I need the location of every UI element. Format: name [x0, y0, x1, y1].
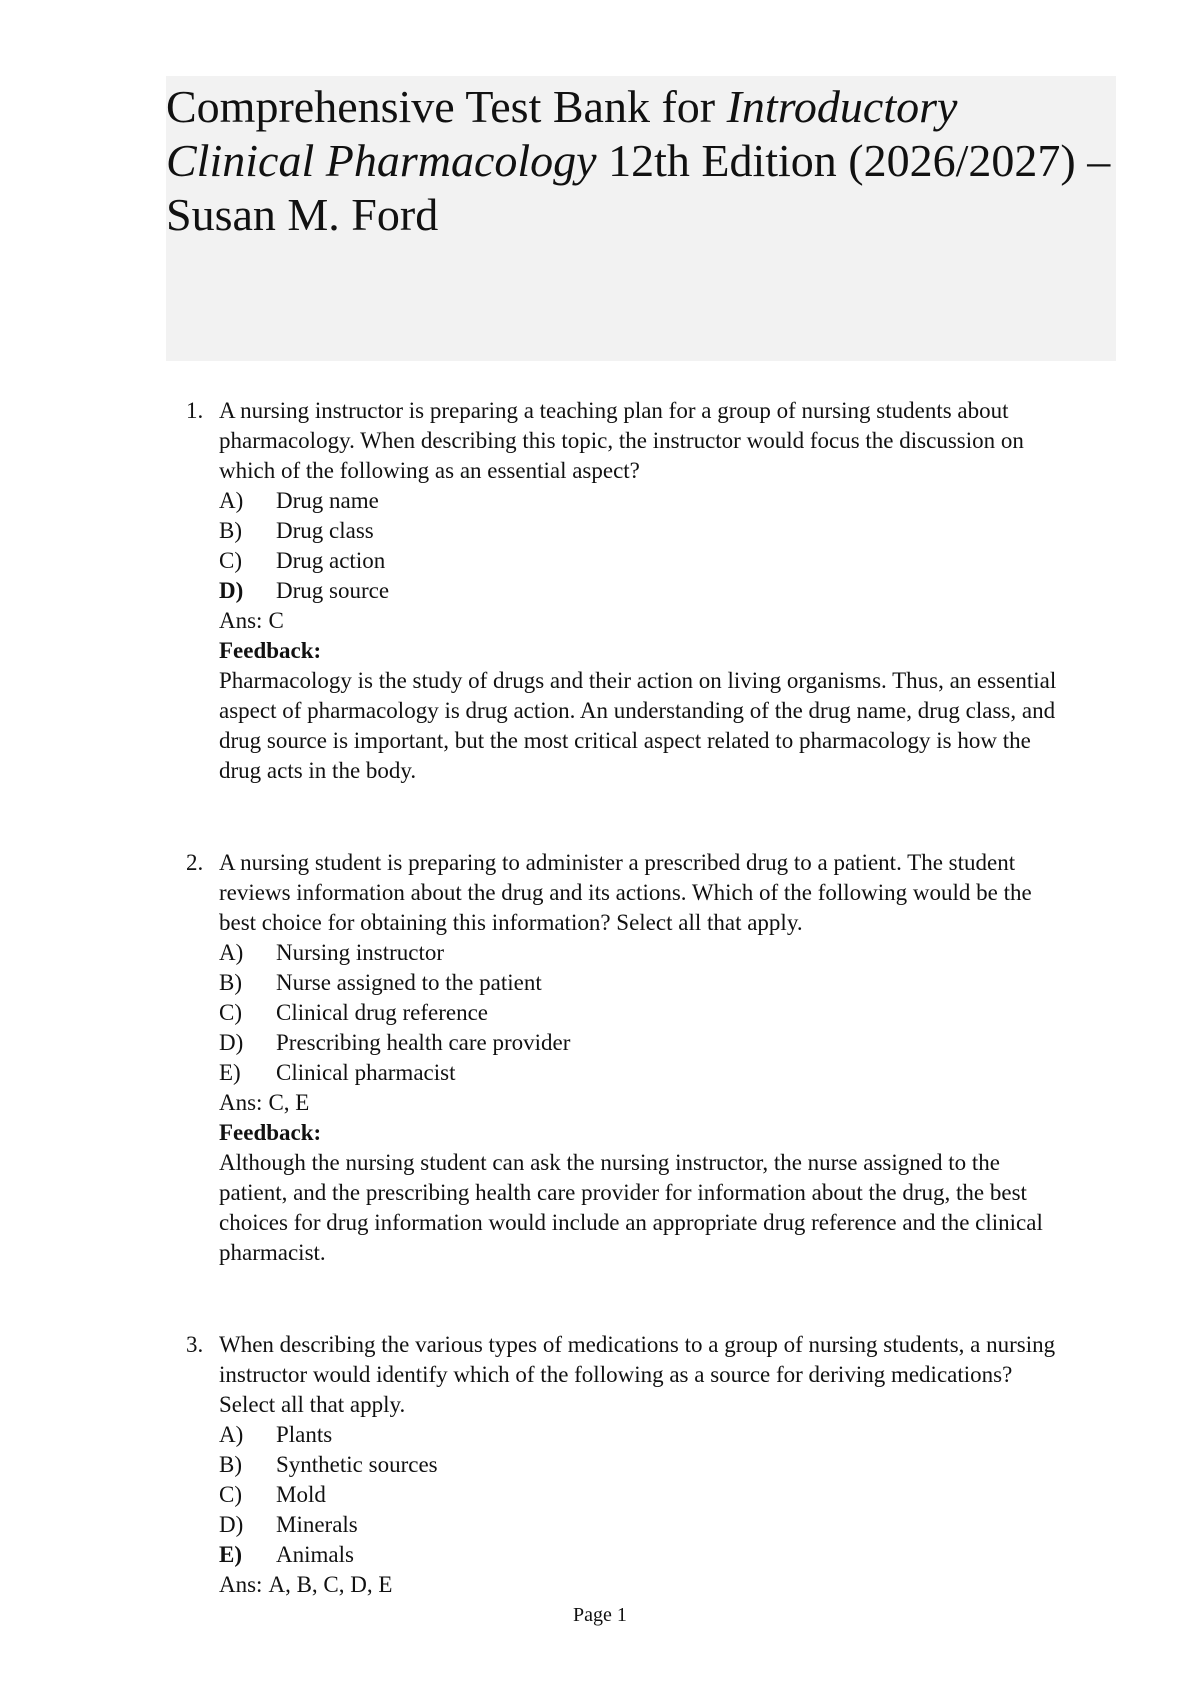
answer-value: A, B, C, D, E [268, 1572, 393, 1597]
option-letter: B) [219, 518, 242, 543]
option-d [219, 1028, 1066, 1058]
option-b [219, 1450, 1066, 1480]
title-book-name: Introductory Clinical Pharmacology [166, 81, 958, 186]
answer-line [219, 606, 1066, 636]
option-letter: D) [219, 1030, 244, 1055]
answer-value: C [268, 608, 284, 633]
option-text: Nurse assigned to the patient [276, 970, 542, 995]
option-text: Plants [276, 1422, 333, 1447]
title-banner [166, 76, 1116, 361]
question-stem: When describing the various types of medications to a group of nursing students, a nursing instructor would identify which of the following as a source for deriving medications? Select all that apply. [219, 1332, 1056, 1417]
option-letter: A) [219, 488, 244, 513]
question-stem: A nursing student is preparing to administer a prescribed drug to a patient. The student reviews information about the drug and its actions. Which of the following would be the best choice for obtaining this information? Select all that apply. [219, 850, 1032, 935]
question-3 [186, 1330, 1066, 1600]
question-number: 1. [186, 398, 204, 423]
option-text: Synthetic sources [276, 1452, 438, 1477]
option-letter: C) [219, 1000, 242, 1025]
answer-options [219, 938, 1066, 1088]
option-letter: A) [219, 940, 244, 965]
question-stem: A nursing instructor is preparing a teaching plan for a group of nursing students about pharmacology. When describing this topic, the instructor would focus the discussion on which of the following as an essential aspect? [219, 398, 1024, 483]
question-number: 3. [186, 1332, 204, 1357]
page-footer: Page 1 [573, 1604, 627, 1626]
option-text: Animals [276, 1542, 354, 1567]
option-text: Mold [276, 1482, 326, 1507]
title-part-1: Comprehensive Test Bank for [166, 81, 727, 132]
option-c [219, 1480, 1066, 1510]
option-text: Clinical drug reference [276, 1000, 488, 1025]
answer-label: Ans: [219, 1572, 263, 1597]
answer-options [219, 486, 1066, 606]
option-text: Nursing instructor [276, 940, 445, 965]
option-e [219, 1540, 1066, 1570]
option-letter: C) [219, 1482, 242, 1507]
answer-line [219, 1570, 1066, 1600]
option-d [219, 576, 1066, 606]
option-c [219, 998, 1066, 1028]
option-text: Clinical pharmacist [276, 1060, 456, 1085]
option-letter: B) [219, 970, 242, 995]
option-letter: D) [219, 578, 244, 603]
question-1 [186, 396, 1066, 786]
title-part-2: 12th Edition (2026/2027) – Susan M. Ford [166, 135, 1111, 240]
option-b [219, 968, 1066, 998]
option-letter: D) [219, 1512, 244, 1537]
option-a [219, 938, 1066, 968]
option-text: Drug name [276, 488, 379, 513]
feedback-text: Although the nursing student can ask the nursing instructor, the nurse assigned to the patient, and the prescribing health care provider for information about the drug, the best choices for drug information would include an appropriate drug reference and the clinical pharmacist. [219, 1150, 1043, 1265]
answer-options [219, 1420, 1066, 1570]
option-letter: B) [219, 1452, 242, 1477]
option-text: Drug source [276, 578, 390, 603]
document-title [166, 80, 1116, 242]
feedback-label: Feedback: [219, 638, 322, 663]
feedback-label: Feedback: [219, 1120, 322, 1145]
option-letter: E) [219, 1060, 241, 1085]
question-body [219, 848, 1066, 1268]
option-b [219, 516, 1066, 546]
answer-label: Ans: [219, 608, 263, 633]
option-a [219, 486, 1066, 516]
option-text: Drug class [276, 518, 374, 543]
answer-value: C, E [268, 1090, 310, 1115]
answer-line [219, 1088, 1066, 1118]
question-body [219, 396, 1066, 786]
option-letter: C) [219, 548, 242, 573]
option-c [219, 546, 1066, 576]
option-text: Minerals [276, 1512, 358, 1537]
option-text: Prescribing health care provider [276, 1030, 571, 1055]
question-number: 2. [186, 850, 204, 875]
option-e [219, 1058, 1066, 1088]
option-d [219, 1510, 1066, 1540]
option-letter: E) [219, 1542, 242, 1567]
answer-label: Ans: [219, 1090, 263, 1115]
option-letter: A) [219, 1422, 244, 1447]
option-a [219, 1420, 1066, 1450]
question-2 [186, 848, 1066, 1268]
option-text: Drug action [276, 548, 386, 573]
feedback-text: Pharmacology is the study of drugs and their action on living organisms. Thus, an essential aspect of pharmacology is drug action. An understanding of the drug name, drug class, and drug source is important, but the most critical aspect related to pharmacology is how the drug acts in the body. [219, 668, 1057, 783]
question-body [219, 1330, 1066, 1600]
question-list [186, 396, 1066, 1600]
